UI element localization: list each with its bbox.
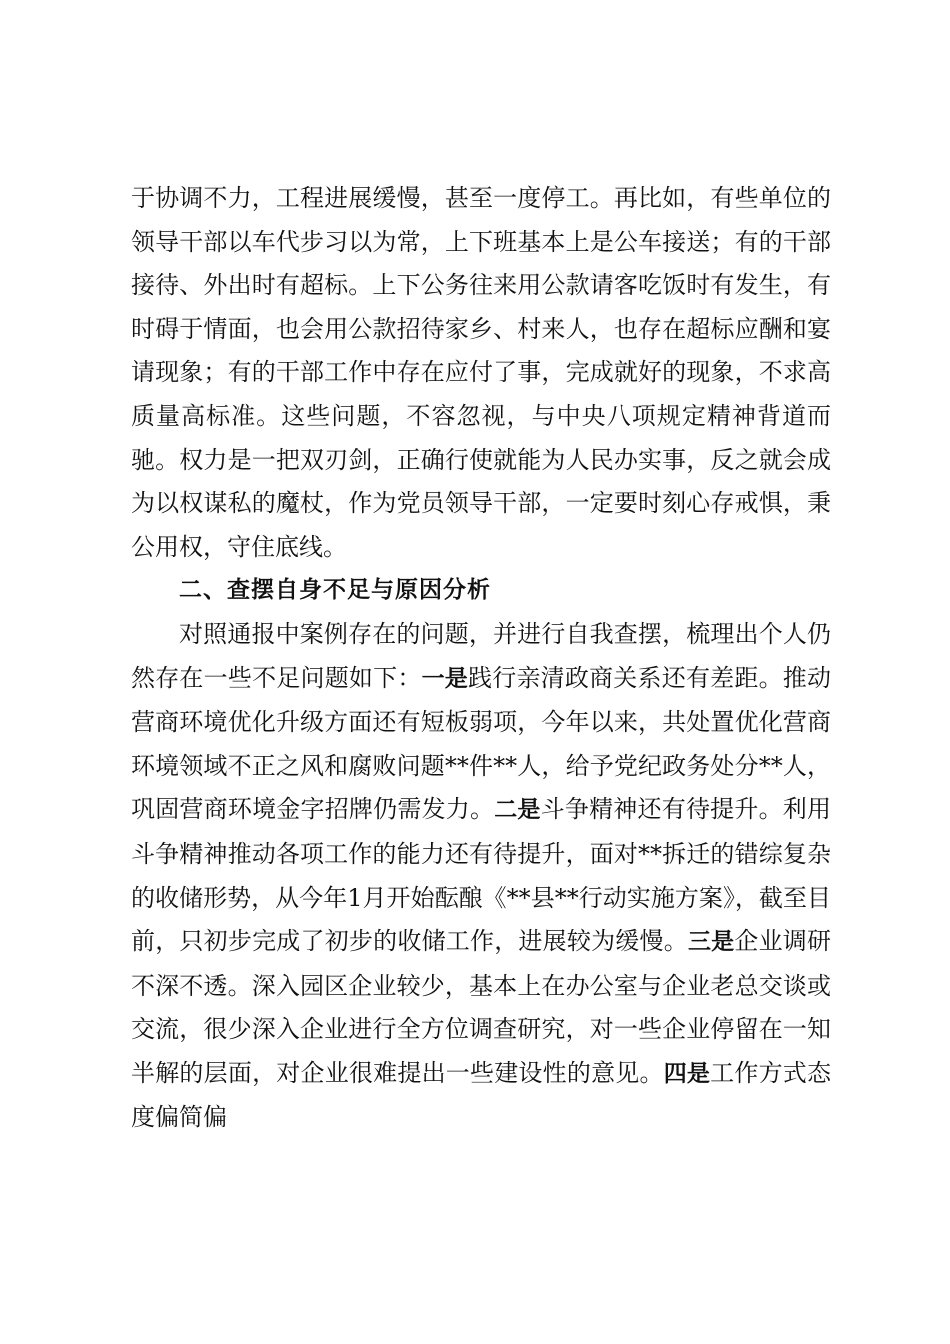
item-label-4: 四是 [663, 1060, 711, 1087]
item-text-1: 践行亲清政商关系还有差距。推动营商环境优化升级方面还有短板弱项，今年以来，共处置优化营商环境领域不正之风和腐败问题**件**人，给予党纪政务处分**人，巩固营商环境金字招牌仍需发力。 [131, 663, 832, 824]
item-text-3: 企业调研不深不透。深入园区企业较少，基本上在办公室与企业老总交谈或交流，很少深入企业进行全方位调查研究，对一些企业停留在一知半解的层面，对企业很难提出一些建设性的意见。 [131, 927, 832, 1087]
document-body [131, 177, 831, 1140]
item-label-2: 二是 [494, 797, 541, 824]
section-heading: 二、查摆自身不足与原因分析 [179, 577, 491, 604]
paragraph-intro: 对照通报中案例存在的问题，并进行自我查摆，梳理出个人仍然存在一些不足问题如下： [131, 619, 831, 692]
paragraph-continuation: 于协调不力，工程进展缓慢，甚至一度停工。再比如，有些单位的领导干部以车代步习以为常，上下班基本上是公车接送；有的干部接待、外出时有超标。上下公务往来用公款请客吃饭时有发生，有时碍于情面，也会用公款招待家乡、村来人，也存在超标应酬和宴请现象；有的干部工作中存在应付了事，完成就好的现象，不求高质量高标准。这些问题，不容忽视，与中央八项规定精神背道而驰。权力是一把双刃剑，正确行使就能为人民办实事，反之就会成为以权谋私的魔杖，作为党员领导干部，一定要时刻心存戒惧，秉公用权，守住底线。 [131, 184, 831, 561]
item-text-2: 斗争精神还有待提升。利用斗争精神推动各项工作的能力还有待提升，面对**拆迁的错综复杂的收储形势，从今年1月开始酝酿《**县**行动实施方案》，截至目前，只初步完成了初步的收储工作，进展较为缓慢。 [131, 795, 832, 956]
item-label-1: 一是 [421, 665, 469, 692]
paragraph-self-review [131, 613, 831, 1140]
item-text-4: 工作方式态度偏简偏 [131, 1058, 832, 1132]
item-label-3: 三是 [687, 929, 735, 956]
